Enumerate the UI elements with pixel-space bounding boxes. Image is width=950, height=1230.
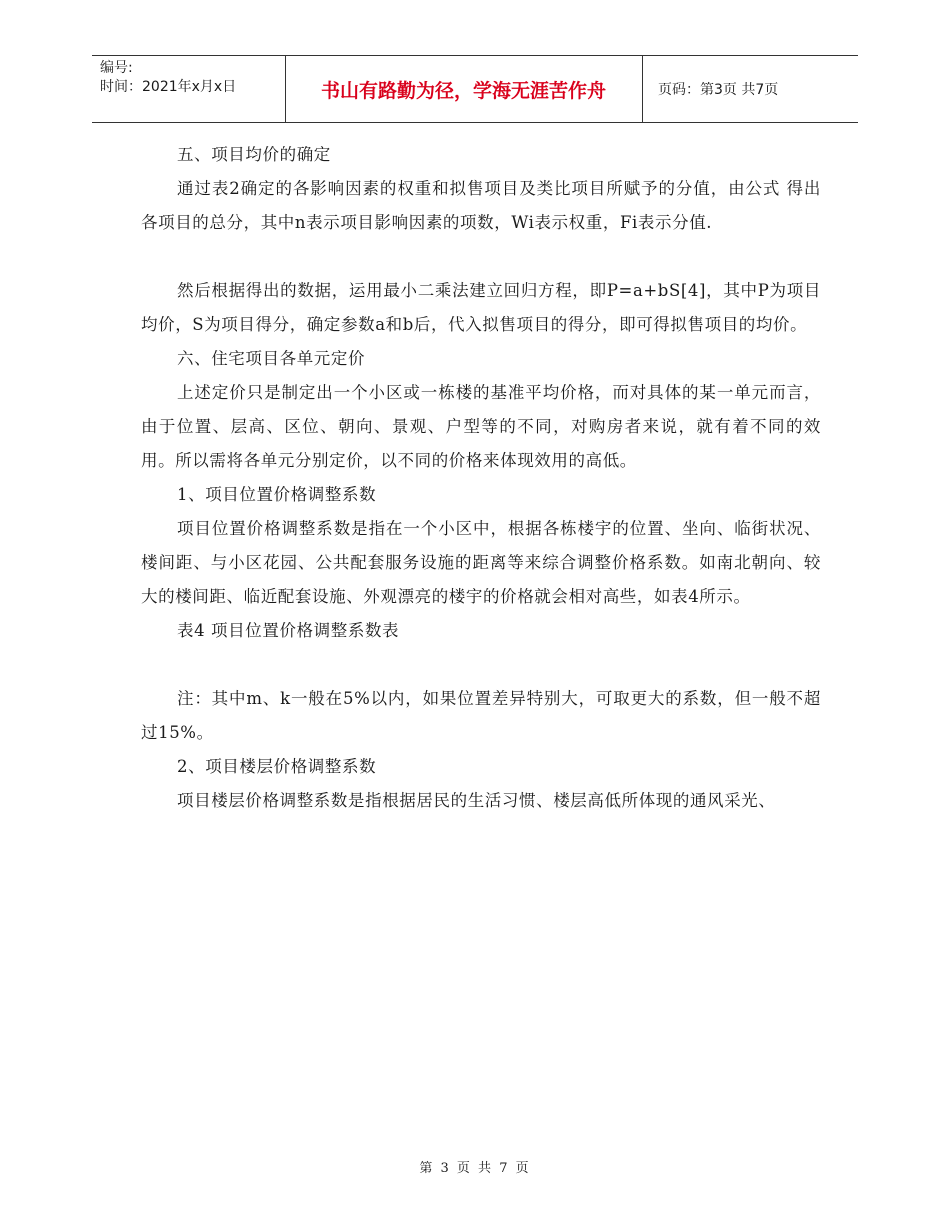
header-page-info: 页码：第3页 共7页 bbox=[658, 82, 779, 98]
page-header bbox=[92, 55, 858, 123]
section-6-title: 六、住宅项目各单元定价 bbox=[177, 349, 366, 368]
subsection-1-title: 1、项目位置价格调整系数 bbox=[177, 485, 377, 504]
section-5-title: 五、项目均价的确定 bbox=[177, 145, 331, 164]
document-number-label: 编号: bbox=[100, 60, 133, 76]
header-meta bbox=[100, 59, 285, 97]
section-5-paragraph-1: 通过表2确定的各影响因素的权重和拟售项目及类比项目所赋予的分值，由公式 得出各项目的总分，其中n表示项目影响因素的项数，Wi表示权重，Fi表示分值. bbox=[141, 179, 821, 232]
document-body bbox=[141, 138, 821, 818]
table-4-note: 注：其中m、k一般在5%以内，如果位置差异特别大，可取更大的系数，但一般不超过15%。 bbox=[141, 689, 821, 742]
section-6-paragraph-1: 上述定价只是制定出一个小区或一栋楼的基准平均价格，而对具体的某一单元而言，由于位置、层高、区位、朝向、景观、户型等的不同，对购房者来说，就有着不同的效用。所以需将各单元分别定价，以不同的价格来体现效用的高低。 bbox=[141, 383, 821, 470]
header-divider bbox=[642, 56, 643, 122]
table-4-caption: 表4 项目位置价格调整系数表 bbox=[177, 621, 400, 640]
subsection-1-paragraph: 项目位置价格调整系数是指在一个小区中，根据各栋楼宇的位置、坐向、临街状况、楼间距、与小区花园、公共配套服务设施的距离等来综合调整价格系数。如南北朝向、较大的楼间距、临近配套设施、外观漂亮的楼宇的价格就会相对高些，如表4所示。 bbox=[141, 519, 821, 606]
blank-line bbox=[141, 240, 821, 274]
document-time-label: 时间：2021年x月x日 bbox=[100, 79, 237, 95]
header-motto: 书山有路勤为径，学海无涯苦作舟 bbox=[320, 79, 606, 102]
section-5-paragraph-2: 然后根据得出的数据，运用最小二乘法建立回归方程，即P=a+bS[4]，其中P为项目均价，S为项目得分，确定参数a和b后，代入拟售项目的得分，即可得拟售项目的均价。 bbox=[141, 281, 821, 334]
page-footer: 第 3 页 共 7 页 bbox=[419, 1161, 531, 1176]
blank-line bbox=[141, 648, 821, 682]
subsection-2-title: 2、项目楼层价格调整系数 bbox=[177, 757, 377, 776]
subsection-2-paragraph: 项目楼层价格调整系数是指根据居民的生活习惯、楼层高低所体现的通风采光、 bbox=[177, 791, 776, 810]
